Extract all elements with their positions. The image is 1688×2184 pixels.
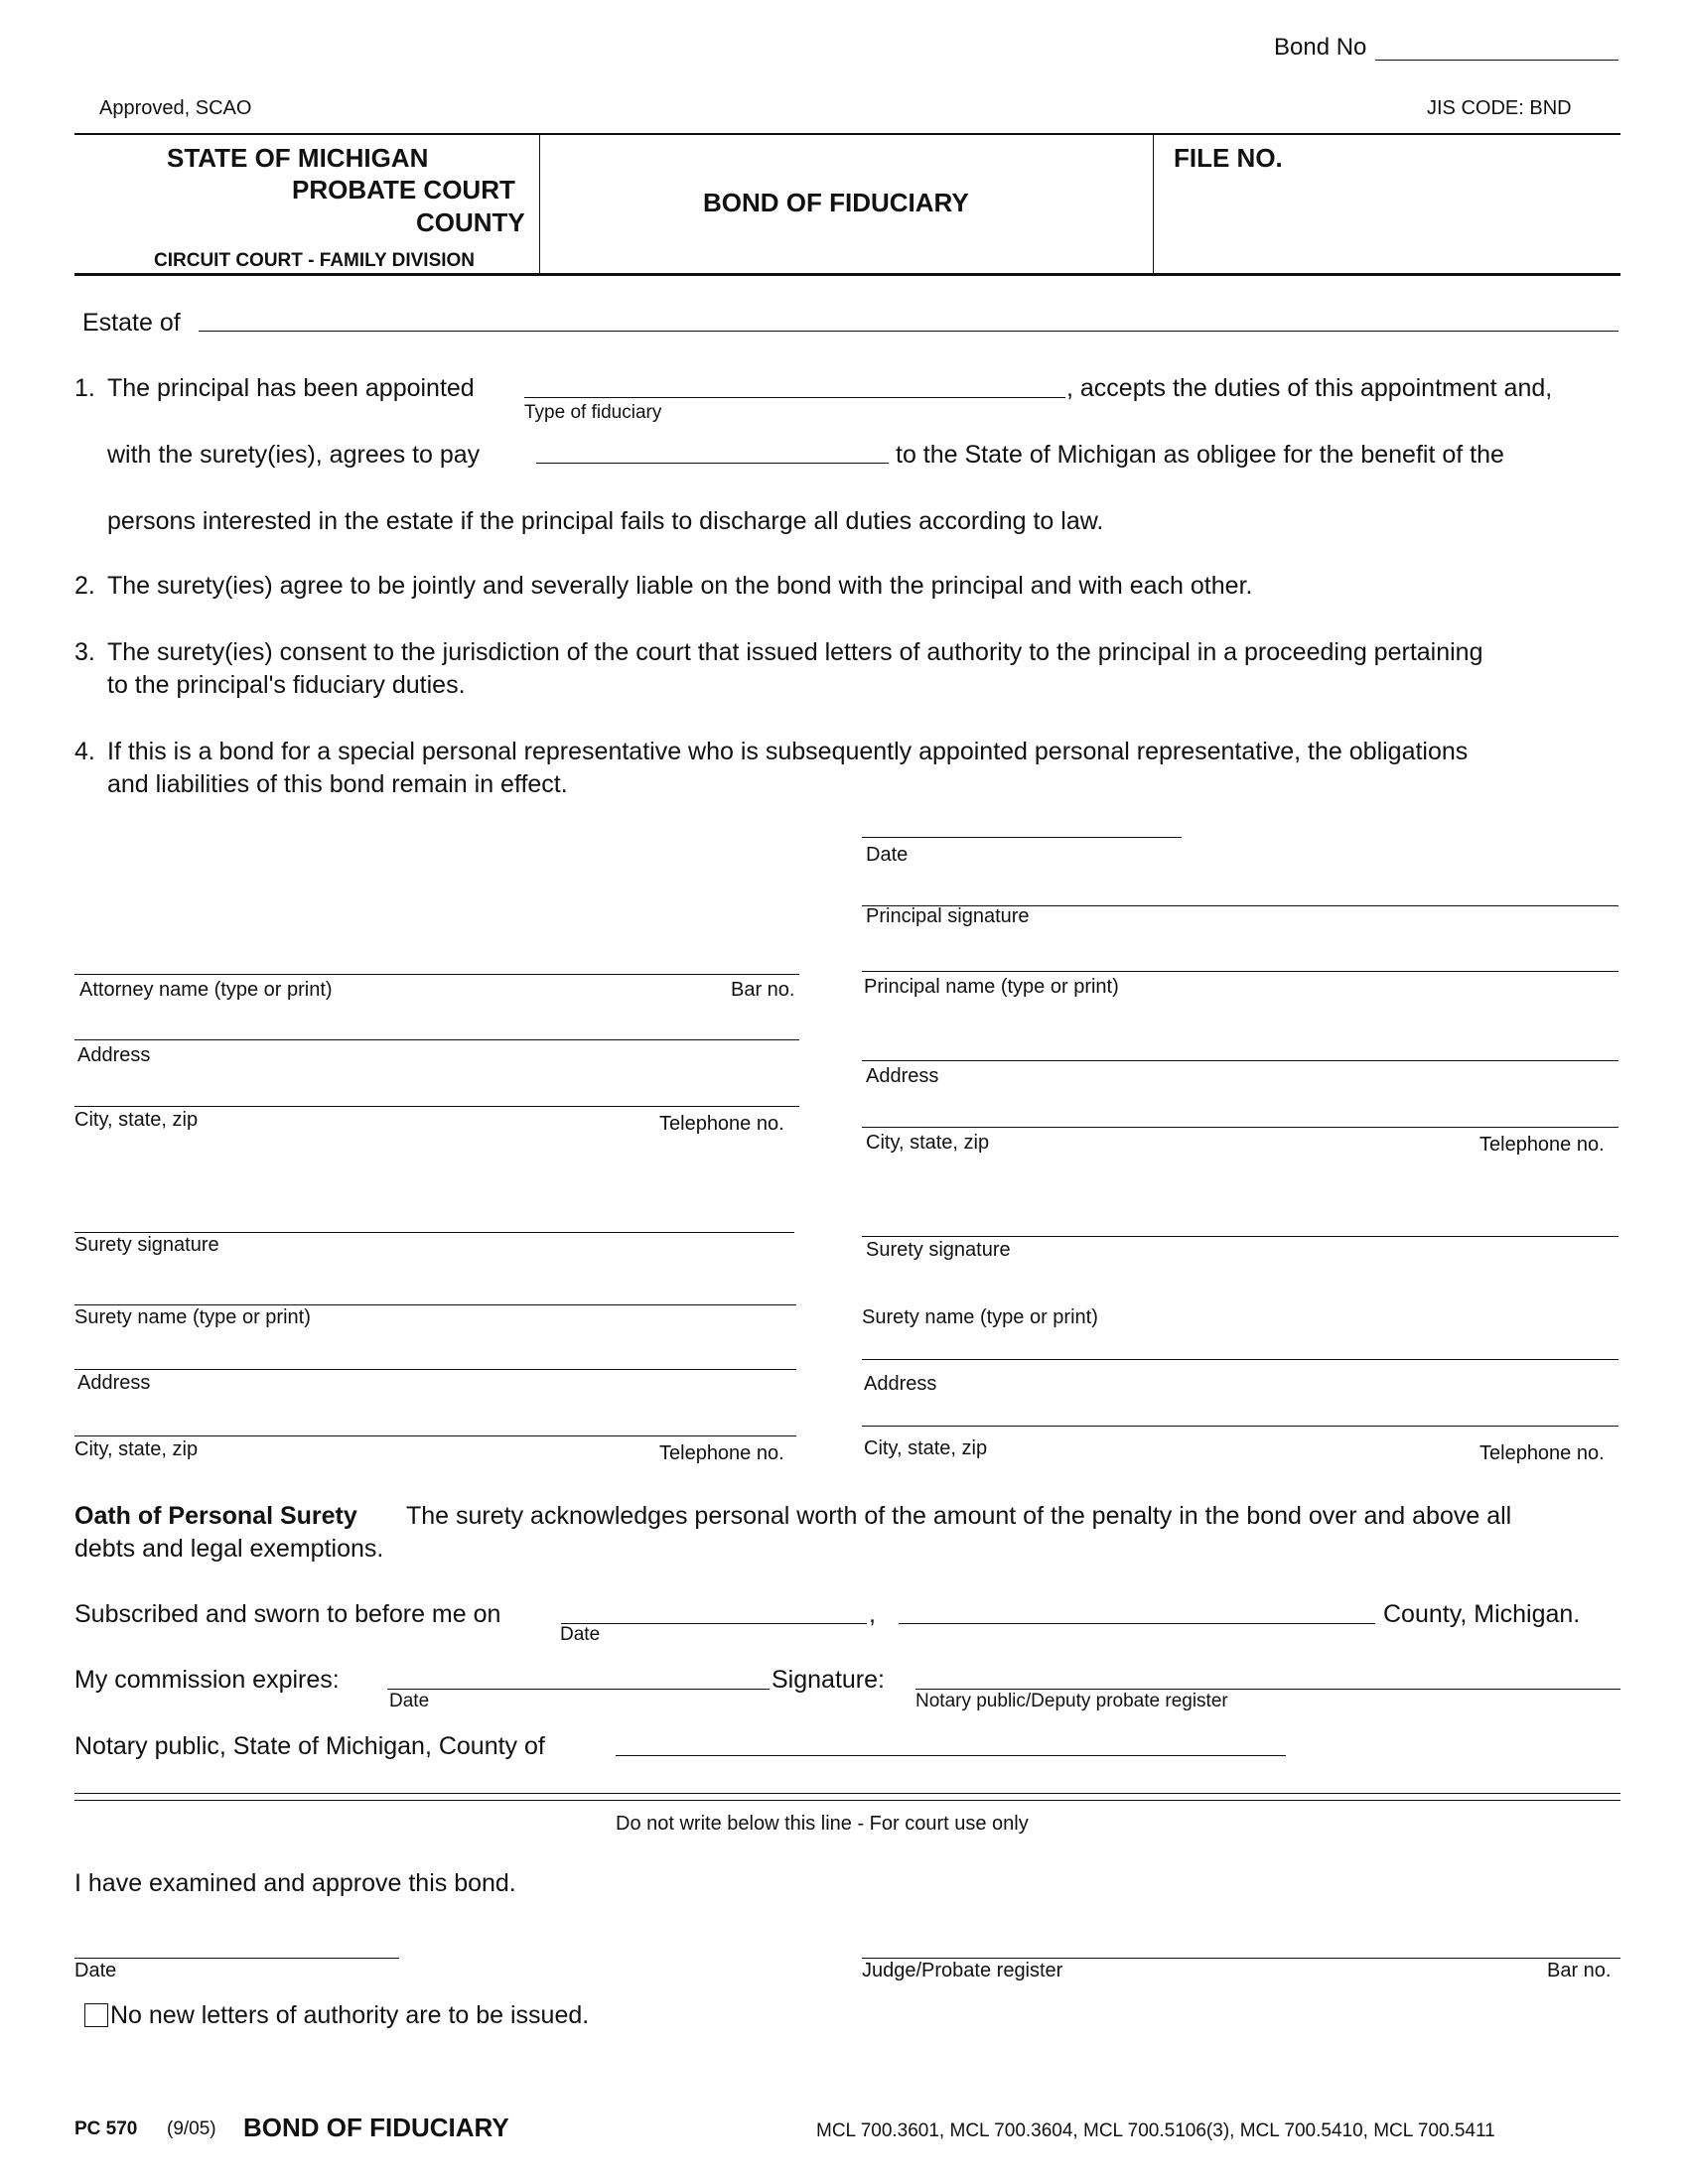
approval-date-label: Date [74,1960,117,1981]
header-divider-1 [539,133,540,273]
notary-signature-field[interactable] [915,1689,1620,1690]
attorney-address-label: Address [77,1044,151,1066]
surety-1-signature-label: Surety signature [74,1234,219,1256]
attorney-name-field[interactable] [74,974,799,975]
principal-telephone-label: Telephone no. [1479,1134,1605,1156]
file-no-label: FILE NO. [1174,143,1283,173]
item-3-number: 3. [74,638,95,666]
principal-address-label: Address [866,1065,939,1087]
surety-1-name-field[interactable] [74,1304,796,1305]
surety-2-signature-field[interactable] [862,1236,1618,1237]
surety-2-name-label: Surety name (type or print) [862,1306,1098,1328]
no-new-letters-label: No new letters of authority are to be issued. [110,2001,590,2029]
surety-1-address-field[interactable] [74,1369,796,1370]
date-field[interactable] [862,837,1182,838]
no-new-letters-checkbox[interactable] [84,2003,108,2027]
attorney-name-label: Attorney name (type or print) [79,979,333,1001]
item-2-text: The surety(ies) agree to be jointly and severally liable on the bond with the principal and with each other. [107,572,1253,600]
notary-signature-label: Notary public/Deputy probate register [915,1691,1228,1711]
mcl-references: MCL 700.3601, MCL 700.3604, MCL 700.5106(3), MCL 700.5410, MCL 700.5411 [816,2120,1495,2141]
approve-bond-text: I have examined and approve this bond. [74,1869,516,1897]
circuit-court-family-division: CIRCUIT COURT - FAMILY DIVISION [154,250,476,271]
surety-2-name-field[interactable] [862,1359,1618,1360]
item-1-text-d: to the State of Michigan as obligee for the benefit of the [896,441,1504,469]
county-label: COUNTY [416,207,525,237]
principal-name-field[interactable] [862,971,1618,972]
bond-no-label: Bond No [1274,34,1367,61]
commission-date-label: Date [389,1691,430,1711]
jis-code: JIS CODE: BND [1427,97,1572,119]
principal-name-label: Principal name (type or print) [864,976,1119,998]
surety-1-name-label: Surety name (type or print) [74,1306,311,1328]
notary-county-field[interactable] [616,1755,1286,1756]
estate-of-label: Estate of [82,309,181,337]
surety-2-address-label: Address [864,1373,937,1395]
type-of-fiduciary-field[interactable] [524,397,1065,398]
court-use-rule-1 [74,1793,1620,1794]
form-revision: (9/05) [167,2118,216,2139]
item-3-text-line2: to the principal's fiduciary duties. [107,671,466,699]
attorney-city-label: City, state, zip [74,1109,199,1131]
judge-signature-field[interactable] [862,1958,1620,1959]
probate-court: PROBATE COURT [292,175,515,205]
item-2-number: 2. [74,572,95,600]
surety-1-signature-field[interactable] [74,1232,794,1233]
file-no-field[interactable] [1162,179,1614,268]
principal-address-field[interactable] [862,1060,1618,1061]
surety-2-telephone-label: Telephone no. [1479,1442,1605,1464]
principal-signature-label: Principal signature [866,905,1030,927]
commission-expires-label: My commission expires: [74,1666,340,1694]
header-divider-2 [1153,133,1154,273]
attorney-telephone-label: Telephone no. [659,1113,784,1135]
sworn-comma: , [869,1600,876,1628]
item-1-text-e: persons interested in the estate if the principal fails to discharge all duties according to law. [107,507,1104,535]
commission-date-field[interactable] [387,1689,770,1690]
court-use-divider-text: Do not write below this line - For court use only [616,1813,1029,1835]
sworn-date-field[interactable] [561,1623,867,1624]
surety-1-address-label: Address [77,1372,151,1394]
approved-scao: Approved, SCAO [99,97,252,119]
surety-2-signature-label: Surety signature [866,1239,1011,1261]
principal-city-field[interactable] [862,1127,1618,1128]
signature-label: Signature: [772,1666,885,1694]
principal-city-label: City, state, zip [866,1132,990,1154]
item-3-text-line1: The surety(ies) consent to the jurisdiction of the court that issued letters of authority to the principal in a proceeding pertaining [107,638,1483,666]
item-1-text-c: with the surety(ies), agrees to pay [107,441,481,469]
sworn-date-label: Date [560,1624,601,1645]
surety-2-city-label: City, state, zip [864,1437,988,1459]
judge-label: Judge/Probate register [862,1960,1063,1981]
surety-1-city-label: City, state, zip [74,1438,199,1460]
item-1-text-b: , accepts the duties of this appointment and, [1066,374,1553,402]
header-bottom-rule [74,273,1620,276]
type-of-fiduciary-label: Type of fiduciary [524,402,662,423]
surety-2-address-field[interactable] [862,1426,1618,1427]
attorney-address-field[interactable] [74,1039,799,1040]
oath-text-line2: debts and legal exemptions. [74,1535,384,1563]
court-use-rule-2 [74,1800,1620,1801]
attorney-city-field[interactable] [74,1106,799,1107]
footer-form-title: BOND OF FIDUCIARY [243,2113,509,2142]
form-number: PC 570 [74,2118,138,2139]
surety-1-city-field[interactable] [74,1435,796,1436]
header-top-rule [74,133,1620,135]
notary-county-label: Notary public, State of Michigan, County of [74,1732,545,1760]
judge-bar-no-label: Bar no. [1547,1960,1612,1981]
form-title: BOND OF FIDUCIARY [703,188,969,217]
estate-of-field[interactable] [199,331,1618,332]
date-label: Date [866,844,909,866]
item-1-text-a: The principal has been appointed [107,374,475,402]
state-of-michigan: STATE OF MICHIGAN [167,143,429,173]
item-4-text-line1: If this is a bond for a special personal representative who is subsequently appointed personal representative, the obligations [107,738,1469,765]
oath-text-line1: The surety acknowledges personal worth of the amount of the penalty in the bond over and above all [406,1502,1512,1530]
bond-no-field[interactable] [1375,60,1618,61]
item-1-number: 1. [74,374,95,402]
oath-heading: Oath of Personal Surety [74,1502,357,1530]
item-4-number: 4. [74,738,95,765]
item-4-text-line2: and liabilities of this bond remain in effect. [107,770,568,798]
surety-1-telephone-label: Telephone no. [659,1442,784,1464]
approval-date-field[interactable] [74,1958,399,1959]
county-michigan-label: County, Michigan. [1383,1600,1581,1628]
bond-amount-field[interactable] [536,463,889,464]
sworn-county-field[interactable] [899,1623,1375,1624]
subscribed-label: Subscribed and sworn to before me on [74,1600,501,1628]
attorney-bar-no-label: Bar no. [731,979,795,1001]
